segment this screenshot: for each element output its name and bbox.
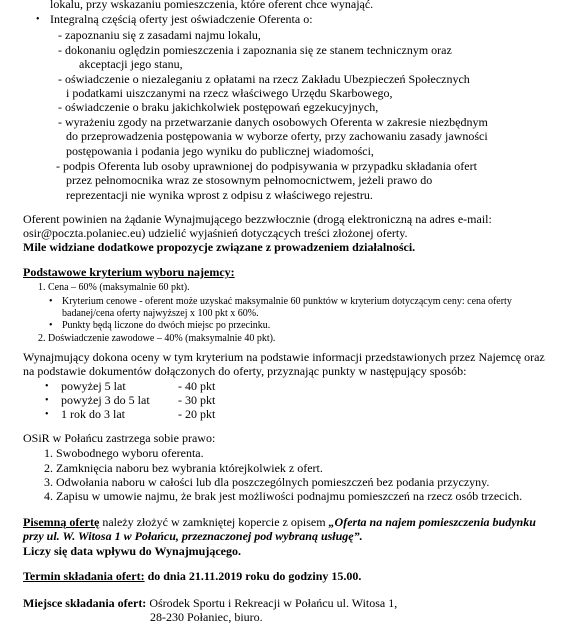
experience-points: - 40 pkt bbox=[178, 379, 216, 393]
experience-range: powyżej 5 lat bbox=[61, 379, 126, 393]
deadline-label: Termin składania ofert: bbox=[23, 569, 145, 583]
statement-item: - podpis Oferenta lub osoby uprawnionej do podpisywania w przypadku składania ofert bbox=[56, 159, 477, 173]
statement-item: postępowania i podania jego wyniku do publicznej wiadomości, bbox=[66, 144, 374, 158]
statement-item: reprezentacji nie wynika wprost z odpisu z właściwego rejestru. bbox=[66, 188, 373, 202]
experience-points: - 20 pkt bbox=[178, 407, 216, 421]
intro-tail: lokalu, przy wskazaniu pomieszczenia, które oferent chce wynająć. bbox=[50, 0, 374, 11]
bullet-icon: • bbox=[36, 14, 40, 25]
statement-item: - oświadczenie o braku jakichkolwiek postępowań egzekucyjnych, bbox=[58, 100, 379, 114]
bullet-icon: • bbox=[45, 395, 49, 406]
envelope-caption: „Oferta na najem pomieszczenia budynku bbox=[328, 515, 536, 529]
criteria-price-detail: Kryterium cenowe - oferent może uzyskać maksymalnie 60 punktów w kryterium dotyczącym ceny: cena oferty bbox=[62, 296, 512, 307]
statement-item: akceptacji jego stanu, bbox=[79, 57, 183, 71]
envelope-caption-cont: przy ul. W. Witosa 1 w Połańcu, przeznaczonej pod wybraną usługę”. bbox=[23, 529, 363, 543]
evaluation-line: na podstawie dokumentów dołączonych do oferty, przyznając punkty w następujący sposób: bbox=[23, 364, 467, 378]
statement-item: - oświadczenie o niezaleganiu z opłatami na rzecz Zakładu Ubezpieczeń Społecznych bbox=[58, 72, 470, 86]
reservation-item: 1. Swobodnego wyboru oferenta. bbox=[44, 446, 204, 460]
evaluation-line: Wynajmujący dokona oceny w tym kryterium na podstawie informacji przedstawionych przez Najemcę oraz bbox=[23, 350, 545, 364]
submission-text: należy złożyć w zamkniętej kopercie z opisem bbox=[99, 515, 329, 529]
place-address-cont: 28-230 Połaniec, biuro. bbox=[150, 610, 263, 624]
reservation-item: 3. Odwołania naboru w całości lub dla poszczególnych pomieszczeń bez podania przyczyny. bbox=[44, 475, 490, 489]
statement-heading: Integralną częścią oferty jest oświadczenie Oferenta o: bbox=[50, 12, 313, 26]
bullet-icon: • bbox=[49, 320, 53, 331]
statement-item: - zapoznaniu się z zasadami najmu lokalu, bbox=[58, 28, 261, 42]
explanation-line: osir@poczta.polaniec.eu) udzielić wyjaśnień dotyczących treści złożonej oferty. bbox=[23, 226, 408, 240]
experience-range: 1 rok do 3 lat bbox=[61, 407, 125, 421]
reservation-item: 2. Zamknięcia naboru bez wybrania którejkolwiek z ofert. bbox=[44, 461, 323, 475]
statement-item: - dokonaniu oględzin pomieszczenia i zapoznania się ze stanem technicznym oraz bbox=[58, 43, 452, 57]
receipt-date-note: Liczy się data wpływu do Wynajmującego. bbox=[23, 544, 242, 558]
experience-range: powyżej 3 do 5 lat bbox=[61, 393, 150, 407]
place-line bbox=[23, 597, 397, 610]
submission-line bbox=[23, 516, 536, 529]
bullet-icon: • bbox=[45, 381, 49, 392]
criteria-experience: 2. Doświadczenie zawodowe – 40% (maksymalnie 40 pkt). bbox=[38, 333, 276, 344]
statement-item: i podatkami uiszczanymi na rzecz właściwego Urzędu Skarbowego, bbox=[66, 86, 393, 100]
written-offer-label: Pisemną ofertę bbox=[23, 515, 100, 529]
criteria-price-detail: badanej/cena oferty najwyższej x 100 pkt x 60%. bbox=[62, 308, 259, 319]
criteria-price: 1. Cena – 60% (maksymalnie 60 pkt). bbox=[38, 282, 190, 293]
place-label: Miejsce składania ofert: bbox=[23, 596, 147, 610]
statement-item: - wyrażeniu zgody na przetwarzanie danych osobowych Oferenta w zakresie niezbędnym bbox=[58, 115, 488, 129]
deadline-line bbox=[23, 570, 361, 583]
place-address: Ośrodek Sportu i Rekreacji w Połańcu ul. Witosa 1, bbox=[146, 596, 398, 610]
explanation-line: Oferent powinien na żądanie Wynajmującego bezzwłocznie (drogą elektroniczną na adres e-mail: bbox=[23, 212, 492, 226]
experience-points: - 30 pkt bbox=[178, 393, 216, 407]
criteria-rounding-note: Punkty będą liczone do dwóch miejsc po przecinku. bbox=[62, 320, 271, 331]
reservation-item: 4. Zapisu w umowie najmu, że brak jest możliwości podnajmu pomieszczeń na rzecz osób trzecich. bbox=[44, 489, 523, 503]
reservation-heading: OSiR w Połańcu zastrzega sobie prawo: bbox=[23, 431, 216, 445]
statement-item: przez pełnomocnika wraz ze stosownym pełnomocnictwem, jeżeli prawo do bbox=[66, 173, 433, 187]
statement-item: do przeprowadzenia postępowania w wyborze oferty, przy zachowaniu zasady jawności bbox=[66, 129, 488, 143]
extra-proposals-note: Mile widziane dodatkowe propozycje związane z prowadzeniem działalności. bbox=[23, 240, 416, 254]
deadline-value: do dnia 21.11.2019 roku do godziny 15.00. bbox=[144, 569, 362, 583]
bullet-icon: • bbox=[45, 409, 49, 420]
bullet-icon: • bbox=[49, 296, 53, 307]
criteria-title: Podstawowe kryterium wyboru najemcy: bbox=[23, 265, 235, 279]
